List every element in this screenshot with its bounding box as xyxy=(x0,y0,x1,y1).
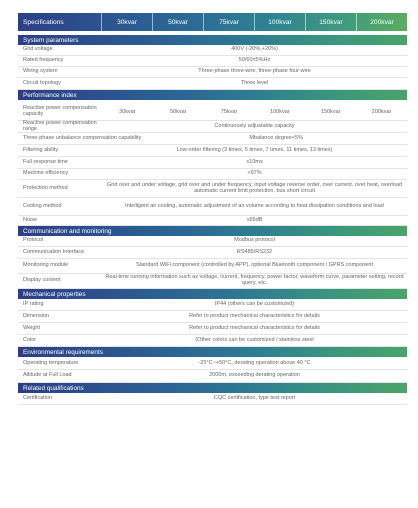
spec-label: Wiring system xyxy=(23,68,58,75)
spec-row xyxy=(18,370,407,383)
section-header: Environmental requirements xyxy=(18,347,407,357)
spec-label: Color xyxy=(23,336,37,343)
spec-label: Altitude at Full Load xyxy=(23,372,72,379)
header-col-100kvar: 100kvar xyxy=(255,13,306,31)
spec-row xyxy=(18,259,407,274)
spec-row xyxy=(18,236,407,247)
header-title: Specifications xyxy=(18,13,102,31)
capacity-columns xyxy=(102,109,407,115)
spec-value: Three-phase three-wire, three-phase four-wire xyxy=(198,68,311,75)
spec-value: 400V (-20%,+20%) xyxy=(231,46,278,53)
spec-label: Weight xyxy=(23,324,41,331)
capacity-cell: 150kvar xyxy=(320,109,341,115)
spec-row xyxy=(18,393,407,405)
spec-value: Real-time running information such as voltage, current, frequency, power factor, waveform curve, parameter setting, record query, etc. xyxy=(105,274,404,286)
spec-row xyxy=(18,335,407,347)
header-col-30kvar: 30kvar xyxy=(102,13,153,31)
spec-row xyxy=(18,121,407,133)
spec-row xyxy=(18,299,407,311)
section-header: Communication and monitoring xyxy=(18,226,407,236)
spec-row xyxy=(18,169,407,180)
spec-row xyxy=(18,311,407,323)
spec-label: Communication Interface xyxy=(23,248,85,255)
spec-row xyxy=(18,45,407,56)
capacity-cell: 50kvar xyxy=(169,109,187,115)
spec-value: ≤65dB xyxy=(246,216,263,223)
spec-value: -25°C~+50°C, derating operation above 40 °C xyxy=(198,359,311,366)
spec-label: Reactive power compensation range xyxy=(23,119,97,132)
spec-row xyxy=(18,56,407,67)
spec-row xyxy=(18,274,407,289)
spec-value: RS485/RS232 xyxy=(236,248,273,255)
spec-label: Cooling method xyxy=(23,202,62,209)
capacity-cell: 100kvar xyxy=(270,109,290,115)
spec-label: Circuit topology xyxy=(23,79,61,86)
header-col-200kvar: 200kvar xyxy=(370,18,394,26)
section-header: Performance index xyxy=(18,90,407,100)
header-col-50kvar: 50kvar xyxy=(153,13,204,31)
spec-row xyxy=(18,157,407,169)
spec-label: Protection method xyxy=(23,184,68,191)
spec-row xyxy=(18,247,407,259)
spec-label: Certification xyxy=(23,394,53,401)
spec-value: Three level xyxy=(240,79,269,86)
spec-value: Intelligent air cooling, automatic adjustment of air volume according to heat dissipation conditions and load xyxy=(125,202,384,209)
spec-label: Operating temperature xyxy=(23,359,79,366)
section-header: Related qualifications xyxy=(18,383,407,393)
spec-row xyxy=(18,323,407,335)
spec-value: 2000m, exceeding derating operation xyxy=(209,372,300,379)
spec-label: Protocol xyxy=(23,237,44,244)
spec-value: >97% xyxy=(247,170,262,177)
spec-value: IP44 (others can be customized) xyxy=(214,300,295,307)
spec-value: Mbalance degree<5% xyxy=(249,134,303,141)
capacity-cell: 200kvar xyxy=(371,109,392,115)
spec-value: Refer to product mechanical characteristics for details xyxy=(189,324,320,331)
spec-label: Dimension xyxy=(23,312,49,319)
section-header: Mechanical properties xyxy=(18,289,407,299)
spec-row xyxy=(18,67,407,78)
spec-value: ≤10ms xyxy=(246,158,263,165)
spec-value: Continuously adjustable capacity xyxy=(214,122,295,129)
spec-row xyxy=(18,104,407,121)
capacity-cell: 75kvar xyxy=(220,109,238,115)
spec-row xyxy=(18,145,407,157)
spec-sheet xyxy=(18,13,407,405)
spec-value: Modbus protocol xyxy=(234,237,275,244)
spec-value: CQC certification, type test report xyxy=(213,394,296,401)
spec-value: Standard WiFi component (controlled by APP), optional Bluetooth component / GPRS component xyxy=(136,262,373,269)
header-col-75kvar: 75kvar xyxy=(204,13,255,31)
spec-label: Display content xyxy=(23,277,61,284)
spec-label: Full response time xyxy=(23,158,68,165)
spec-row xyxy=(18,198,407,216)
spec-label: IP rating xyxy=(23,300,44,307)
spec-label: Reactive power compensation capacity xyxy=(23,105,97,117)
spec-row xyxy=(18,180,407,198)
spec-value: (Other colors can be customized / stainless steel xyxy=(195,336,314,343)
spec-value: 50/60±5%Hz xyxy=(238,57,271,64)
spec-table-body xyxy=(18,35,407,405)
spec-header-bar xyxy=(18,13,407,31)
spec-row xyxy=(18,216,407,226)
spec-label: Monitoring module xyxy=(23,262,69,269)
spec-row xyxy=(18,78,407,90)
spec-label: Rated frequency xyxy=(23,57,64,64)
spec-label: Filtering ability xyxy=(23,146,59,153)
spec-label: Machine efficiency xyxy=(23,170,69,177)
spec-row xyxy=(18,358,407,370)
spec-value: Grid over and under voltage, grid over and under frequency, input voltage reverse order, over current, over heat, overload automatic current limit protection, bus short circuit xyxy=(107,181,402,194)
capacity-cell: 30kvar xyxy=(119,109,136,115)
spec-value: Low-order filtering (3 times, 5 times, 7 times, 11 times, 13 times) xyxy=(176,146,333,153)
section-header: System parameters xyxy=(18,35,407,45)
spec-value: Refer to product mechanical characteristics for details xyxy=(189,312,320,319)
spec-label: Grid voltage xyxy=(23,46,53,53)
spec-label: Noise xyxy=(23,216,38,223)
spec-row xyxy=(18,133,407,145)
header-col-150kvar: 150kvar xyxy=(306,13,357,31)
spec-label: Three-phase unbalance compensation capability xyxy=(23,134,142,141)
